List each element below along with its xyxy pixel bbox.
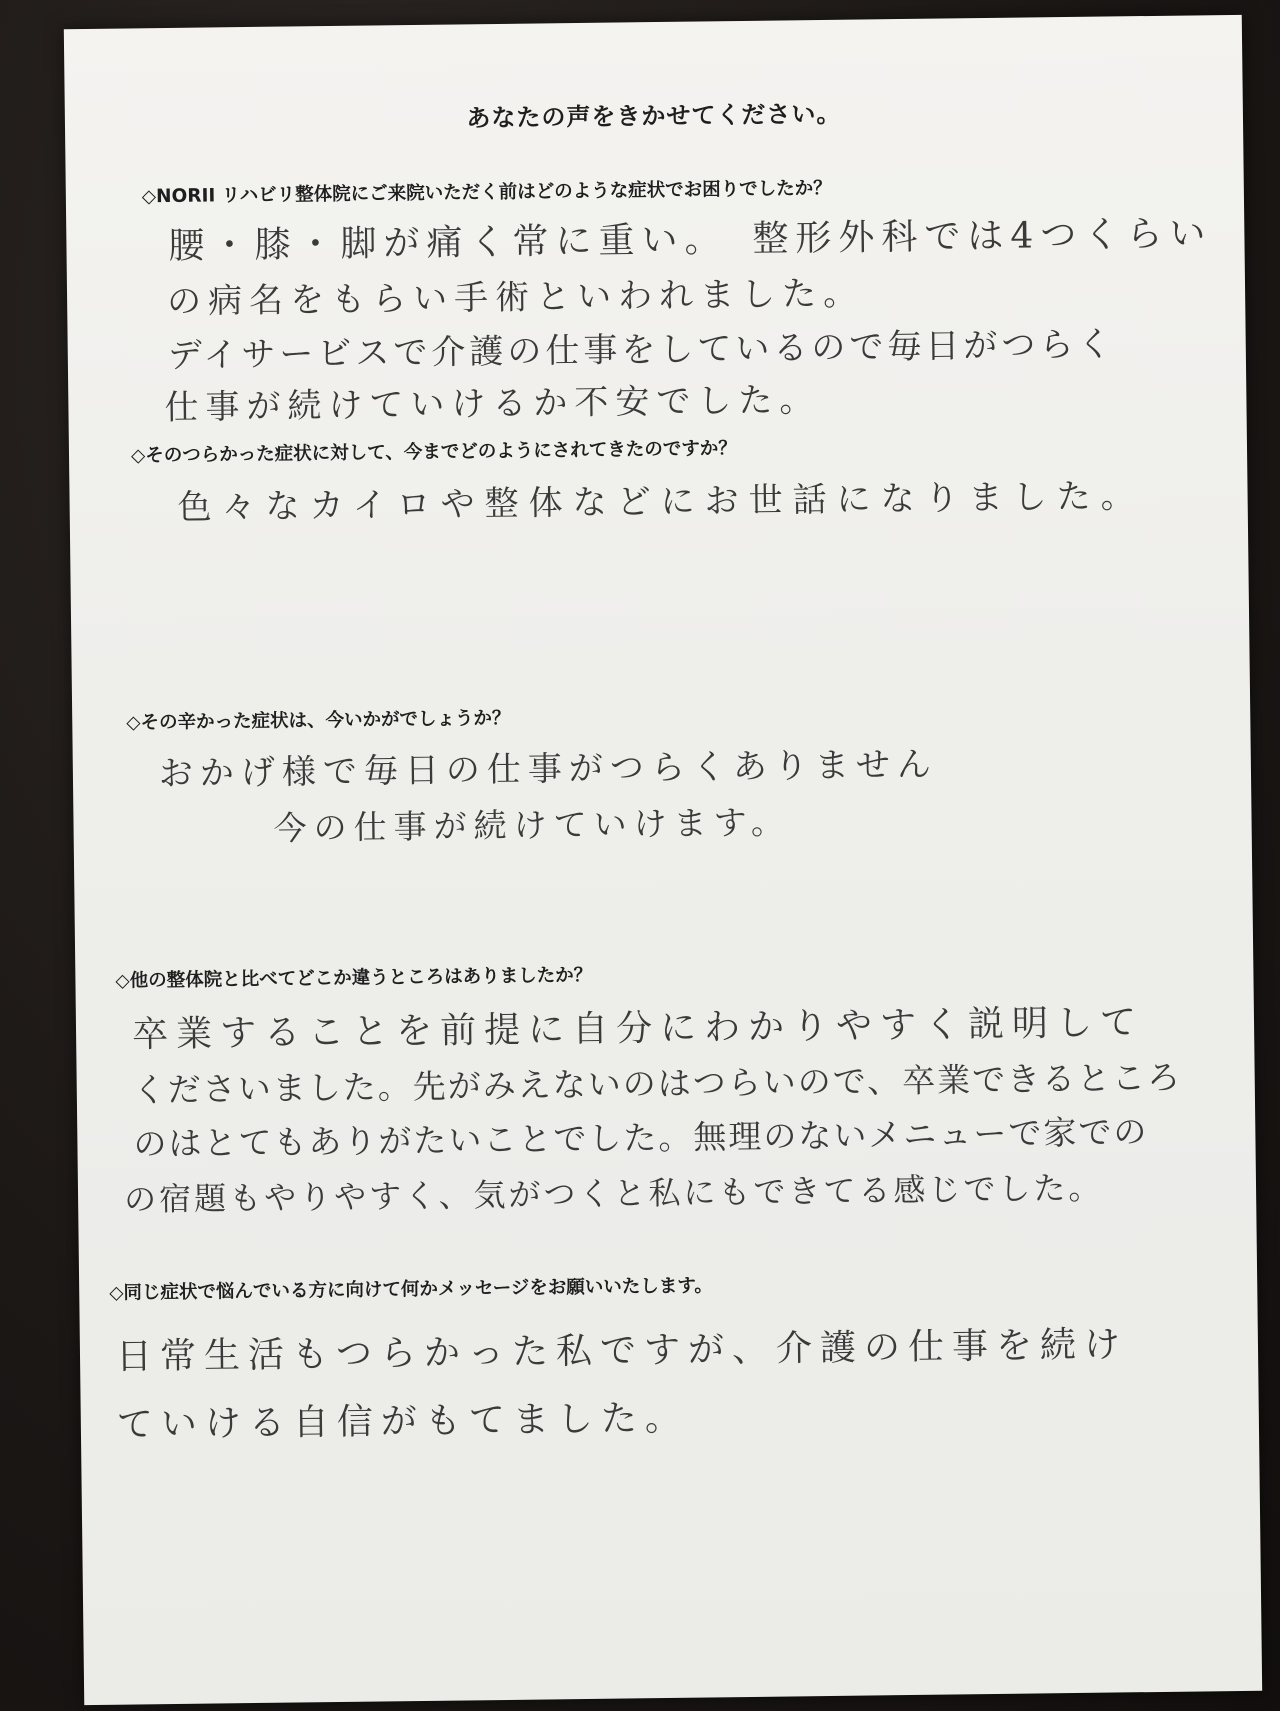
answer-1-line-1: 腰・膝・脚が痛く常に重い。 整形外科では4つくらい (168, 213, 1213, 267)
answer-5-line-1: 日常生活もつらかった私ですが、介護の仕事を続け (115, 1324, 1129, 1378)
question-1: ◇NORII リハビリ整体院にご来院いただく前はどのような症状でお困りでしたか？ (141, 177, 832, 208)
question-2: ◇そのつらかった症状に対して、今までどのようにされてきたのですか？ (130, 438, 737, 467)
answer-4-line-1: 卒業することを前提に自分にわかりやすく説明して (131, 1002, 1145, 1056)
answer-3-line-2: 今の仕事が続けていけます。 (273, 802, 792, 848)
question-4: ◇他の整体院と比べてどこか違うところはありましたか？ (115, 964, 593, 992)
question-5: ◇同じ症状で悩んでいる方に向けて何かメッセージをお願いいたします。 (109, 1275, 713, 1304)
answer-3-line-1: おかげ様で毎日の仕事がつらくありません (158, 744, 939, 795)
answer-1-line-3: デイサービスで介護の仕事をしているので毎日がつらく (167, 324, 1116, 377)
question-3: ◇その辛かった症状は、今いかがでしょうか？ (126, 707, 511, 734)
answer-4-line-3: のはとてもありがたいことでした。無理のないメニューで家での (133, 1112, 1149, 1164)
answer-5-line-2: ていける自信がもてました。 (116, 1397, 690, 1446)
answer-4-line-2: くださいました。先がみえないのはつらいので、卒業できるところ (132, 1057, 1183, 1110)
answer-1-line-4: 仕事が続けていけるか不安でした。 (164, 380, 821, 429)
answer-1-line-2: の病名をもらい手術といわれました。 (166, 273, 865, 323)
answer-4-line-4: の宿題もやりやすく、気がつくと私にもできてる感じでした。 (123, 1168, 1104, 1219)
questionnaire-sheet (64, 15, 1262, 1705)
form-title: あなたの声をきかせてください。 (466, 99, 842, 133)
answer-2-line-1: 色々なカイロや整体などにお世話になりました。 (177, 476, 1145, 528)
